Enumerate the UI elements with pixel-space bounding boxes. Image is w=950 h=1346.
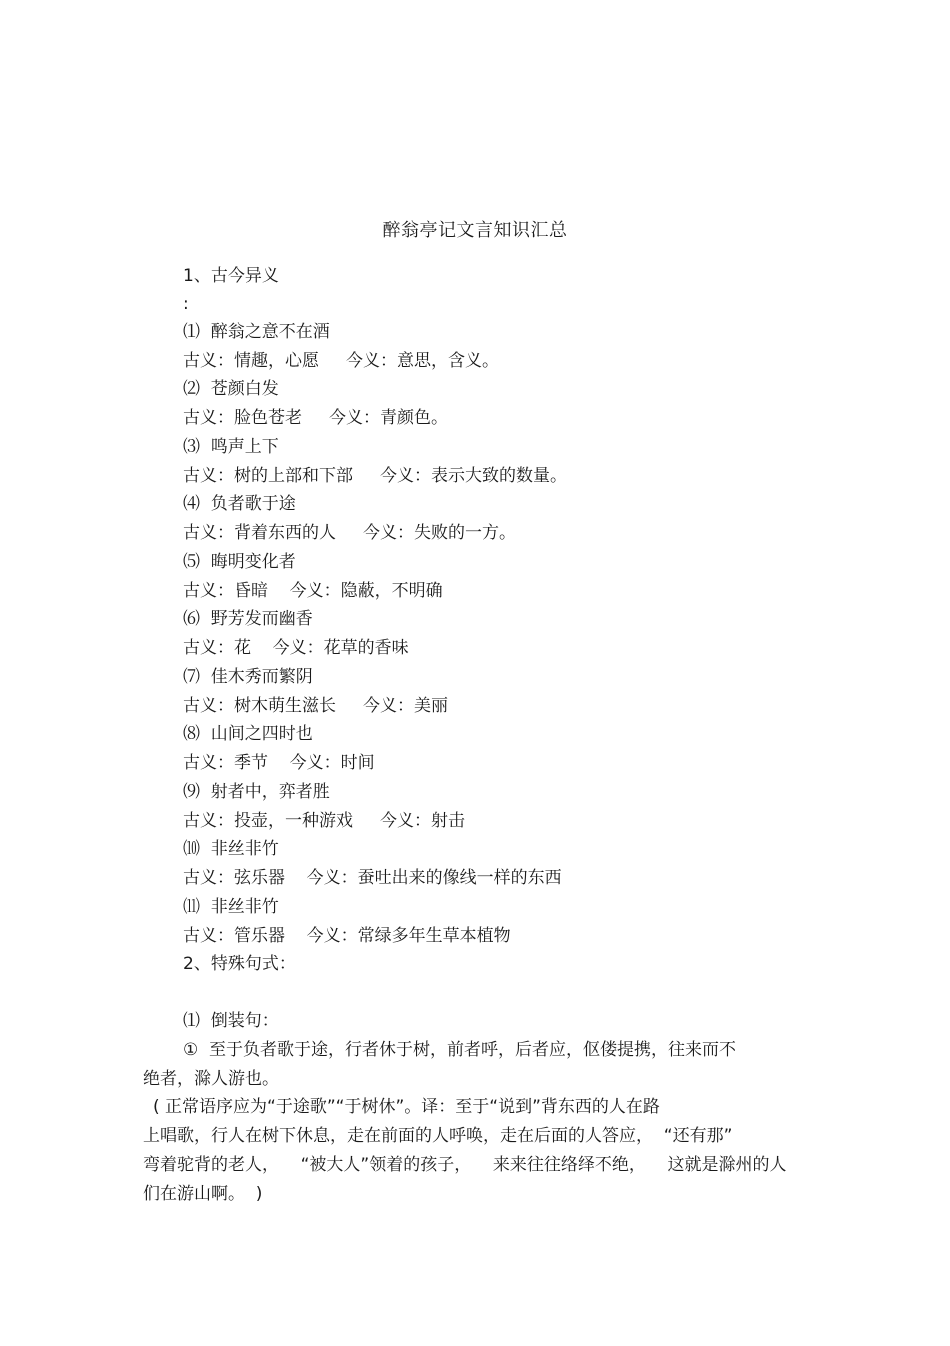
- item-meaning: 古义：弦乐器 今义：蚕吐出来的像线一样的东西: [183, 868, 562, 888]
- item-meaning: 古义：投壶，一种游戏 今义：射击: [183, 811, 466, 831]
- item-term: ⑾ 非丝非竹: [183, 897, 279, 917]
- item-term: ⑴ 醉翁之意不在酒: [183, 322, 330, 342]
- item-term: ⑶ 鸣声上下: [183, 437, 279, 457]
- translation-note: 上唱歌，行人在树下休息，走在前面的人呼唤，走在后面的人答应， “还有那”: [143, 1126, 733, 1146]
- item-term: ⑽ 非丝非竹: [183, 839, 279, 859]
- item-term: ⑸ 晦明变化者: [183, 552, 296, 572]
- item-term: ⑵ 苍颜白发: [183, 379, 279, 399]
- item-meaning: 古义：昏暗 今义：隐蔽，不明确: [183, 581, 443, 601]
- section-heading-ancient-modern: 1、古今异义: [183, 266, 279, 286]
- page-title: 醉翁亭记文言知识汇总: [382, 220, 568, 241]
- section-heading-special-sentences: 2、特殊句式：: [183, 954, 296, 974]
- item-term: ⑹ 野芳发而幽香: [183, 609, 313, 629]
- item-term: ⑻ 山间之四时也: [183, 724, 313, 744]
- item-meaning: 古义：花 今义：花草的香味: [183, 638, 409, 658]
- translation-note: ( 正常语序应为“于途歌”“于树休”。译：至于“说到”背东西的人在路: [153, 1097, 660, 1117]
- item-term: ⑺ 佳木秀而繁阴: [183, 667, 313, 687]
- item-meaning: 古义：树的上部和下部 今义：表示大致的数量。: [183, 466, 568, 486]
- section-heading-colon: :: [183, 294, 189, 314]
- item-meaning: 古义：季节 今义：时间: [183, 753, 375, 773]
- sub-heading-inversion: ⑴ 倒装句：: [183, 1011, 279, 1031]
- item-meaning: 古义：背着东西的人 今义：失败的一方。: [183, 523, 517, 543]
- example-sentence: ① 至于负者歌于途，行者休于树，前者呼，后者应，伛偻提携，往来而不: [183, 1040, 737, 1060]
- item-term: ⑷ 负者歌于途: [183, 494, 296, 514]
- item-meaning: 古义：脸色苍老 今义：青颜色。: [183, 408, 449, 428]
- translation-note: 们在游山啊。 ): [143, 1184, 263, 1204]
- translation-note: 弯着驼背的老人， “被大人”领着的孩子， 来来往往络绎不绝， 这就是滁州的人: [143, 1155, 787, 1175]
- item-meaning: 古义：树木萌生滋长 今义：美丽: [183, 696, 449, 716]
- example-sentence-continued: 绝者，滁人游也。: [143, 1069, 279, 1089]
- item-term: ⑼ 射者中，弈者胜: [183, 782, 330, 802]
- item-meaning: 古义：管乐器 今义：常绿多年生草本植物: [183, 926, 511, 946]
- item-meaning: 古义：情趣，心愿 今义：意思，含义。: [183, 351, 500, 371]
